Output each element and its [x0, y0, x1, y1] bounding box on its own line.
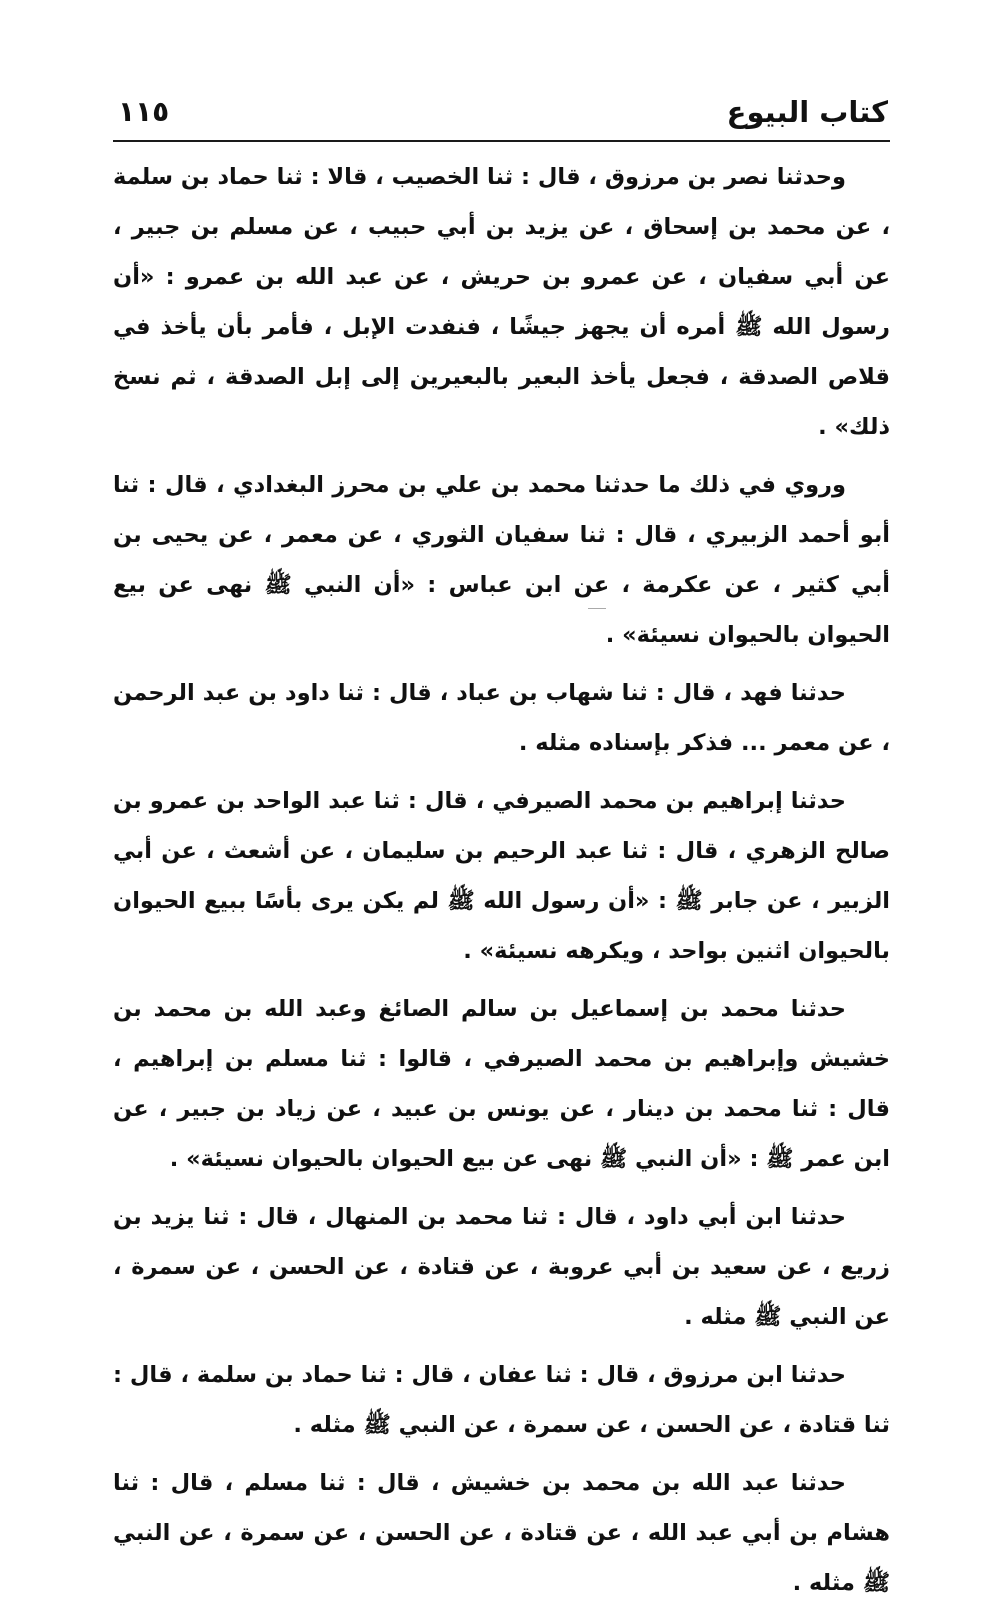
scan-mark [588, 608, 606, 609]
hadith-paragraph-2: وروي في ذلك ما حدثنا محمد بن علي بن محرز البغدادي ، قال : ثنا أبو أحمد الزبيري ، قال : ثنا سفيان الثوري ، عن معمر ، عن يحيى بن أبي كثير ، عن عكرمة ، عن ابن عباس : «أن النبي ﷺ نهى عن بيع الحيوان بالحيوان نسيئة» . [113, 472, 890, 648]
running-title: كتاب البيوع [726, 95, 888, 129]
hadith-paragraph-1: وحدثنا نصر بن مرزوق ، قال : ثنا الخصيب ، قالا : ثنا حماد بن سلمة ، عن محمد بن إسحاق ، عن يزيد بن أبي حبيب ، عن مسلم بن جبير ، عن أبي سفيان ، عن عمرو بن حريش ، عن عبد الله بن عمرو : «أن رسول الله ﷺ أمره أن يجهز جيشًا ، فنفدت الإبل ، فأمر بأن يأخذ في قلاص الصدقة ، فجعل يأخذ البعير بالبعيرين إلى إبل الصدقة ، ثم نسخ ذلك» . [113, 164, 890, 440]
hadith-paragraph-3: حدثنا فهد ، قال : ثنا شهاب بن عباد ، قال : ثنا داود بن عبد الرحمن ، عن معمر ... فذكر بإسناده مثله . [113, 680, 890, 756]
hadith-paragraph-5: حدثنا محمد بن إسماعيل بن سالم الصائغ وعبد الله بن محمد بن خشيش وإبراهيم بن محمد الصيرفي ، قالوا : ثنا مسلم بن إبراهيم ، قال : ثنا محمد بن دينار ، عن يونس بن عبيد ، عن زياد بن جبير ، عن ابن عمر ﷺ : «أن النبي ﷺ نهى عن بيع الحيوان بالحيوان نسيئة» . [113, 996, 890, 1172]
hadith-paragraph-7: حدثنا ابن مرزوق ، قال : ثنا عفان ، قال : ثنا حماد بن سلمة ، قال : ثنا قتادة ، عن الحسن ، عن سمرة ، عن النبي ﷺ مثله . [113, 1362, 890, 1438]
page-header [118, 92, 888, 132]
hadith-paragraph-4: حدثنا إبراهيم بن محمد الصيرفي ، قال : ثنا عبد الواحد بن عمرو بن صالح الزهري ، قال : ثنا عبد الرحيم بن سليمان ، عن أشعث ، عن أبي الزبير ، عن جابر ﷺ : «أن رسول الله ﷺ لم يكن يرى بأسًا ببيع الحيوان بالحيوان اثنين بواحد ، ويكرهه نسيئة» . [113, 788, 890, 964]
page-number: ١١٥ [118, 95, 170, 128]
hadith-paragraph-8: حدثنا عبد الله بن محمد بن خشيش ، قال : ثنا مسلم ، قال : ثنا هشام بن أبي عبد الله ، عن قتادة ، عن الحسن ، عن سمرة ، عن النبي ﷺ مثله . [113, 1470, 890, 1596]
hadith-paragraph-6: حدثنا ابن أبي داود ، قال : ثنا محمد بن المنهال ، قال : ثنا يزيد بن زريع ، عن سعيد بن أبي عروبة ، عن قتادة ، عن الحسن ، عن سمرة ، عن النبي ﷺ مثله . [113, 1204, 890, 1330]
header-rule [113, 140, 890, 142]
page-body [113, 152, 890, 1616]
